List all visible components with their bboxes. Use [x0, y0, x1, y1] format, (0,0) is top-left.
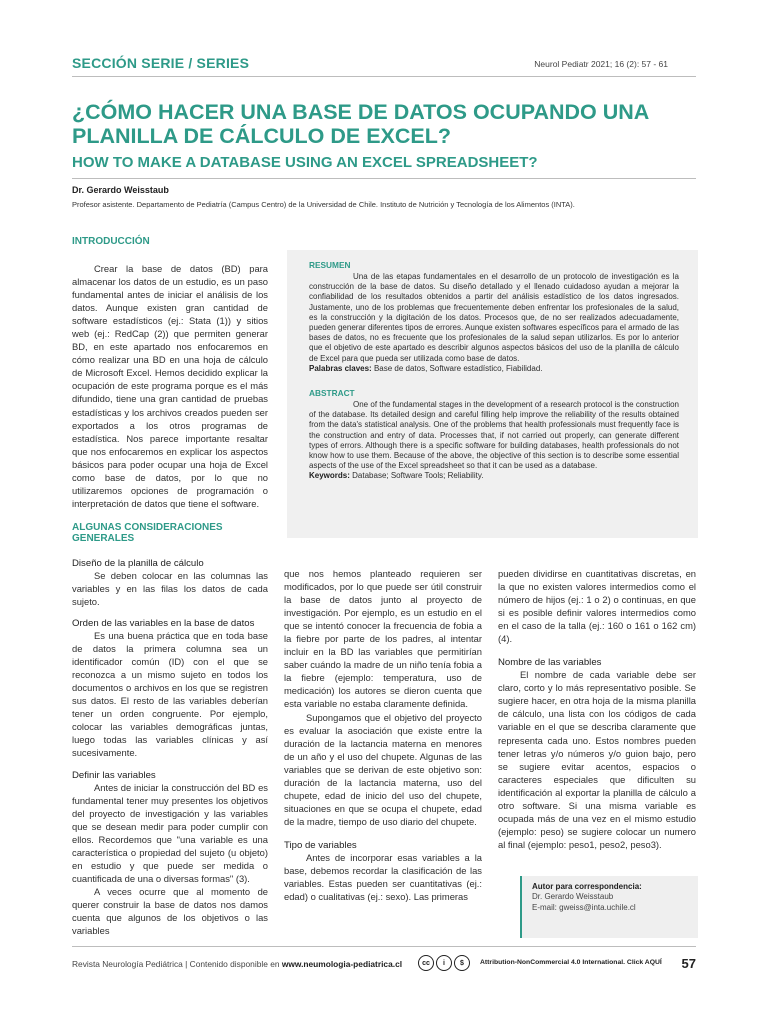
- tipo-text: Antes de incorporar esas variables a la base, debemos recordar la clasificación de las variables. Estas pueden ser cuantitativas (ej.: edad) o cualitativas (ej.: sexo). Las primeras: [284, 851, 482, 903]
- footer-divider: [72, 946, 696, 947]
- cc-icon: cc: [418, 955, 434, 971]
- footer-available: Contenido disponible en: [189, 959, 280, 969]
- article-title: ¿CÓMO HACER UNA BASE DE DATOS OCUPANDO UNA PLANILLA DE CÁLCULO DE EXCEL?: [72, 100, 649, 148]
- aveces-text: A veces ocurre que al momento de querer construir la base de datos nos damos cuenta que algunos de los objetivos o las variables: [72, 885, 268, 937]
- introduccion-heading: INTRODUCCIÓN: [72, 236, 150, 247]
- title-divider: [72, 178, 696, 179]
- resumen-keywords-label: Palabras claves:: [309, 363, 372, 373]
- noncommercial-icon: $: [454, 955, 470, 971]
- author-name: Dr. Gerardo Weisstaub: [72, 185, 169, 195]
- column-right: [498, 567, 696, 851]
- abstract-text: One of the fundamental stages in the development of a research protocol is the construction of the database. Its detailed design and careful filling help improve the reliability of the results obtained from the data's statistical analysis. One of the problems that health professionals must frequently face is the construction and entry of data. Processes that, if not carried out properly, can generate different types of errors. Although there is a specific software for building databases, health professionals do not know how to use them. Because of the above, the objective of this section is to describe some essential aspects of the use of the Excel spreadsheet so that it can be used as a database.: [309, 400, 679, 471]
- resumen-keywords: [309, 364, 679, 374]
- header-divider: [72, 76, 696, 77]
- column-middle: [284, 567, 482, 903]
- col3-text-1: pueden dividirse en cuantitativas discretas, en la que no existen valores intermedios como el número de hijos (ej.: 1 o 2) o continuas, en que si es posible definir valores intermedios como en el caso de la talla (ej.: 160 o 161 o 162 cm) (4).: [498, 568, 696, 645]
- correspondence-heading: Autor para correspondencia:: [532, 882, 642, 891]
- license-link[interactable]: AQUÍ: [644, 959, 662, 966]
- resumen-keywords-value: Base de datos, Software estadístico, Fiabilidad.: [373, 363, 543, 373]
- footer-url-link[interactable]: www.neumologia-pediatrica.cl: [281, 959, 403, 969]
- column-left: [72, 236, 268, 937]
- diseno-heading: Diseño de la planilla de cálculo: [72, 557, 204, 569]
- orden-text: Es una buena práctica que en toda base de datos la primera columna sea un identificador común (ID) con el que se reconozca a un mismo sujeto en todos los documentos o archivos en los que se registren sus datos. El resto de las variables deberían tener un orden congruente. Por ejemplo, colocar las variables demográficas juntas, luego todas las variables clínicas y así sucesivamente.: [72, 630, 268, 759]
- cc-license-badge[interactable]: [418, 954, 470, 972]
- abstract-keywords-label: Keywords:: [309, 471, 350, 481]
- definir-heading: Definir las variables: [72, 769, 156, 781]
- col2-text-2: Supongamos que el objetivo del proyecto es evaluar la asociación que existe entre la duración de la lactancia materna en menores de un año y el uso del chupete. Algunas de las variables que se derivan de este objetivo son: duración de la lactancia materna, uso del chupete, edad de inicio del uso del chupete, situaciones en que se ocupa el chupete, edad de la madre, tiempo de uso diario del chupete.: [284, 711, 482, 827]
- abstract-heading: ABSTRACT: [309, 388, 355, 399]
- resumen-heading: RESUMEN: [309, 260, 351, 270]
- correspondence-box: [520, 876, 698, 938]
- col2-text-1: que nos hemos planteado requieren ser modificados, por lo que puede ser útil construir la base de datos junto al proyecto de investigación. Por ejemplo, es un estudio en el que se intentó conocer la frecuencia de fobia a la fiebre por parte de los padres, al intentar incluir en la BD las variables que permitirían saber cuándo la madre de un niño tenía fobia a la fiebre (ejemplo: temperatura, uso de medicación) los autores se dieron cuenta que esta variable no estaba claramente definida.: [284, 568, 482, 710]
- correspondence-email[interactable]: E-mail: gweiss@inta.uchile.cl: [532, 903, 636, 912]
- license-click: Click: [626, 959, 644, 966]
- license-name: Attribution-NonCommercial 4.0 International.: [480, 959, 626, 966]
- tipo-heading: Tipo de variables: [284, 839, 357, 851]
- abstract-box: [287, 250, 698, 538]
- introduccion-text: Crear la base de datos (BD) para almacenar los datos de un estudio, es un paso fundamental antes de iniciar el análisis de los datos. Aunque existen gran cantidad de software estadísticos (ej.: Stata (1)) y sitios web (ej.: RedCap (2)) que permiten generar BD, en este apartado nos enfocaremos en cómo realizar una BD en una hoja de cálculo de Microsoft Excel. Hemos decidido explicar la ocupación de este programa porque es el más difundido, tiene una gran cantidad de pruebas estadísticas y los archivos creados pueden ser exportados a los otros programas de estadística. Nos parece importante resaltar que nos enfocaremos en explicar los aspectos básicos para poder ocupar una hoja de Excel como base de datos, por lo que no utilizaremos opciones de programación o interpretación de datos que tiene el software.: [72, 263, 268, 509]
- journal-reference: Neurol Pediatr 2021; 16 (2): 57 - 61: [534, 59, 668, 69]
- diseno-text: Se deben colocar en las columnas las variables y en las filas los datos de cada sujeto.: [72, 569, 268, 607]
- footer-separator: |: [185, 959, 188, 969]
- consideraciones-heading: ALGUNAS CONSIDERACIONES GENERALES: [72, 521, 223, 544]
- orden-heading: Orden de las variables en la base de datos: [72, 618, 255, 630]
- abstract-keywords: [309, 471, 679, 481]
- license-text: [480, 959, 662, 966]
- abstract-keywords-value: Database; Software Tools; Reliability.: [352, 471, 484, 481]
- definir-text: Antes de iniciar la construcción del BD es fundamental tener muy presentes los objetivos del proyecto de investigación y las variables que se desean medir para poder cumplir con ellos. Recordemos que "una variable es una característica o propiedad del sujeto (u objeto) en estudio y que puede ser medida o cuantificada de una o diversas formas" (3).: [72, 781, 268, 884]
- author-affiliation: Profesor asistente. Departamento de Pediatría (Campus Centro) de la Universidad de Chile. Instituto de Nutrición y Tecnología de los Alimentos (INTA).: [72, 200, 575, 209]
- attribution-icon: i: [436, 955, 452, 971]
- nombre-text: El nombre de cada variable debe ser claro, corto y lo más representativo posible. Se sugiere hacer, en otra hoja de la misma planilla de cálculo, una lista con los códigos de cada variable en el que se describa claramente que representa cada uno. Estos nombres pueden tener letras y/o números y/o guion bajo, pero se sugiere evitar acentos, espacios o caracteres especiales que dificulten su identificación al exportar la planilla de cálculo a otro software. Si una misma variable es ocupada más de una vez en el mismo estudio (ejemplo: peso) se sugiere colocar un numero al final (ejemplo: peso1, peso2, peso3).: [498, 669, 696, 850]
- footer-journal-name: Revista Neurología Pediátrica: [72, 959, 183, 969]
- page-number: 57: [681, 956, 696, 971]
- resumen-text: Una de las etapas fundamentales en el desarrollo de un protocolo de investigación es la construcción de la base de datos. Su diseño detallado y el llenado cuidadoso ayudan a mejorar la confiabilidad de los resultados obtenidos a partir del análisis estadístico de los datos ingresados. Justamente, uno de los problemas que frecuentemente deben enfrentar los profesionales de la salud, es la construcción y la digitación de los datos. Procesos que, de no ser realizados adecuadamente, pueden generar diferentes tipos de errores. Aunque existen softwares específicos para el armado de las bases de datos, no es frecuente que los profesionales de la salud sepan utilizarlos. Es por lo anterior que el objetivo de este apartado es describir algunos aspectos básicos del uso de la planilla de cálculo de Excel para que pueda ser utilizada como base de datos.: [309, 272, 679, 363]
- article-subtitle: HOW TO MAKE A DATABASE USING AN EXCEL SPREADSHEET?: [72, 154, 538, 171]
- footer-journal-line: [72, 959, 402, 969]
- correspondence-name: Dr. Gerardo Weisstaub: [532, 892, 614, 901]
- section-label: SECCIÓN SERIE / SERIES: [72, 55, 250, 71]
- nombre-heading: Nombre de las variables: [498, 657, 602, 669]
